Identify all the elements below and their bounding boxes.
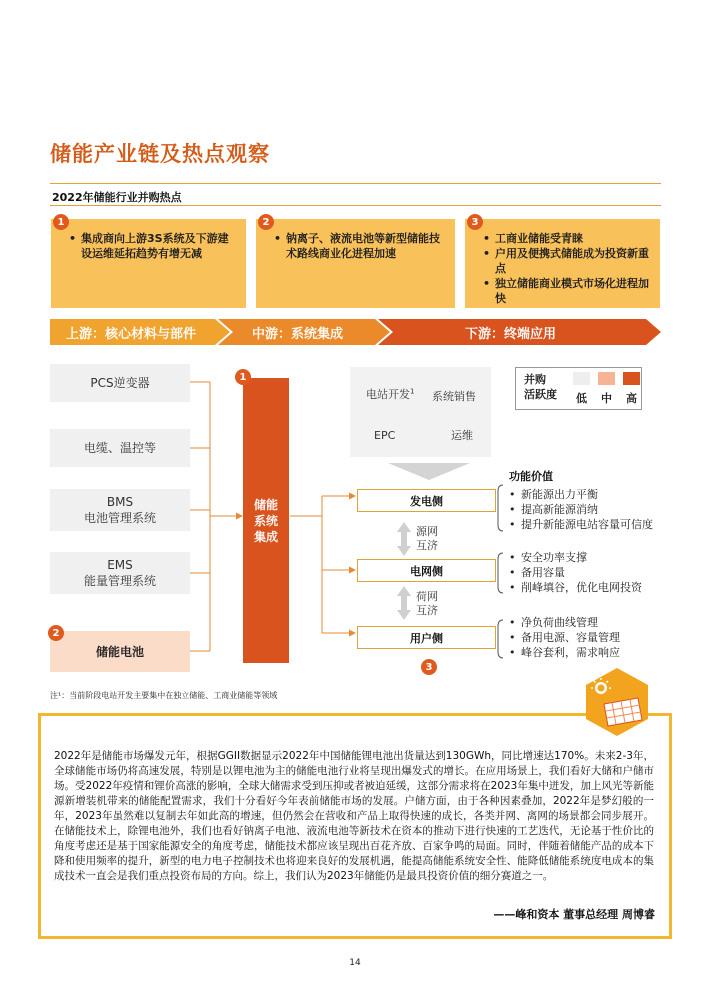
upstream-cable-box xyxy=(50,429,190,467)
service-station-dev xyxy=(366,386,414,402)
service-om: 运维 xyxy=(451,429,473,442)
core-integration-box xyxy=(243,378,289,663)
upstream-bms-label: BMS xyxy=(106,495,134,509)
function-item: • 安全功率支撑 xyxy=(509,550,642,565)
side-user-label: 用户侧 xyxy=(410,631,443,645)
function-item: • 提高新能源消纳 xyxy=(509,502,653,517)
connector-label-1 xyxy=(416,525,438,553)
side-generation-label: 发电侧 xyxy=(410,494,443,508)
function-item: • 提升新能源电站容量可信度 xyxy=(509,517,653,532)
service-station-dev-label: 电站开发 xyxy=(366,388,410,401)
solar-panel-icon xyxy=(582,666,652,738)
downstream-label: 下游：终端应用 xyxy=(465,326,557,342)
side-grid-box xyxy=(357,559,496,582)
upstream-pcs-box xyxy=(50,364,190,402)
legend-low-label: 低 xyxy=(576,392,587,405)
function-item: • 备用电源、容量管理 xyxy=(509,630,620,645)
function-title: 功能价值 xyxy=(509,470,553,483)
function-item: • 峰谷套利，需求响应 xyxy=(509,645,620,660)
function-item: • 备用容量 xyxy=(509,565,642,580)
connector-label-1-line1: 源网 xyxy=(416,525,438,538)
hot-badge-1: 1 xyxy=(53,214,69,230)
upstream-ems-label: EMS xyxy=(107,558,133,572)
legend-mid-label: 中 xyxy=(601,392,612,405)
battery-badge: 2 xyxy=(48,625,64,641)
legend-high-label: 高 xyxy=(626,392,637,405)
user-badge: 3 xyxy=(421,659,437,675)
generation-functions xyxy=(509,487,653,532)
midstream-label: 中游：系统集成 xyxy=(252,326,344,342)
upstream-label: 上游：核心材料与部件 xyxy=(66,326,197,342)
function-item: • 净负荷曲线管理 xyxy=(509,615,620,630)
connector-label-1-line2: 互济 xyxy=(416,539,438,552)
core-badge: 1 xyxy=(235,369,251,385)
legend-title xyxy=(524,372,557,402)
legend-title-line1: 并购 xyxy=(524,373,546,386)
legend-mid-swatch xyxy=(598,372,615,385)
quote-signature: ——峰和资本 董事总经理 周博睿 xyxy=(493,908,655,921)
upstream-battery-label: 储能电池 xyxy=(95,644,144,659)
function-item: • 削峰填谷，优化电网投资 xyxy=(509,580,642,595)
upstream-bms-box xyxy=(50,489,190,531)
upstream-bms-sublabel: 电池管理系统 xyxy=(83,511,156,525)
connector-label-2-line1: 荷网 xyxy=(416,590,438,603)
legend-title-line2: 活跃度 xyxy=(524,388,557,401)
function-item: • 新能源出力平衡 xyxy=(509,487,653,502)
connector-label-2-line2: 互济 xyxy=(416,604,438,617)
hot-card-3-bullet: • 工商业储能受青睐 xyxy=(483,231,650,246)
footnote: 注¹：当前阶段电站开发主要集中在独立储能、工商业储能等领域 xyxy=(50,691,278,700)
section-title: 2022年储能行业并购热点 xyxy=(52,191,182,204)
hot-badge-3: 3 xyxy=(467,214,483,230)
downstream-services-panel xyxy=(350,367,491,457)
service-station-dev-sup: 1 xyxy=(410,387,415,396)
upstream-ems-box xyxy=(50,552,190,594)
core-label-line3: 集成 xyxy=(253,529,278,544)
service-system-sales: 系统销售 xyxy=(432,390,476,403)
legend-low-swatch xyxy=(573,372,590,385)
upstream-cable-label: 电缆、温控等 xyxy=(83,441,156,455)
legend-high-swatch xyxy=(623,372,640,385)
hot-card-2-bullet: • 钠离子、液流电池等新型储能技术路线商业化进程加速 xyxy=(274,231,445,261)
connector-label-2 xyxy=(416,590,438,618)
service-epc: EPC xyxy=(374,429,396,442)
core-label-line1: 储能 xyxy=(253,497,278,512)
side-grid-label: 电网侧 xyxy=(410,564,443,578)
hot-card-3-bullet: • 户用及便携式储能成为投资新重点 xyxy=(483,246,650,276)
upstream-battery-box xyxy=(50,631,190,672)
upstream-ems-sublabel: 能量管理系统 xyxy=(83,574,156,588)
side-user-box xyxy=(357,626,496,649)
quote-body: 2022年是储能市场爆发元年，根据GGII数据显示2022年中国储能锂电池出货量达到130GWh，同比增速达170%。未来2-3年，全球储能市场仍将高速发展，特别是以锂电池为主的储能电池行业将呈现出爆发式的增长。在应用场景上，我们看好大储和户储市场。受2022年疫情和锂价高涨的影响，全球大储需求受到压抑或者被迫延缓，这部分需求将在2023年集中迸发，加上风光等新能源新增装机带来的储能配置需求，我们十分看好今年表前储能市场的发展。户储方面，由于各种因素叠加，2022年是梦幻般的一年，2023年虽然难以复制去年如此高的增速，但仍然会在营收和产品上取得快速的成长，各类并网、离网的场景都会同步展开。在储能技术上，除锂电池外，我们也看好钠离子电池、液流电池等新技术在资本的推动下进行快速的工艺迭代，无论基于性价比的角度考虑还是基于国家能源安全的角度考虑，储能技术都应该呈现出百花齐放、百家争鸣的局面。同时，伴随着储能产品的成本下降和使用频率的提升，新型的电力电子控制技术也将迎来良好的发展机遇，能提高储能系统安全性、能降低储能系统度电成本的集成技术一直会是我们重点投资布局的方向。综上，我们认为2023年储能仍是最具投资价值的细分赛道之一。 xyxy=(54,750,654,882)
hot-card-3-bullet: • 独立储能商业模式市场化进程加快 xyxy=(483,276,650,306)
hot-badge-2: 2 xyxy=(258,214,274,230)
core-label-line2: 系统 xyxy=(253,513,278,528)
side-generation-box xyxy=(357,489,496,512)
upstream-pcs-label: PCS逆变器 xyxy=(90,376,150,390)
quote-box xyxy=(38,713,672,939)
hot-card-1-bullet: • 集成商向上游3S系统及下游建设运维延拓趋势有增无减 xyxy=(69,231,236,261)
page-title: 储能产业链及热点观察 xyxy=(50,142,270,166)
grid-functions xyxy=(509,550,642,595)
user-functions xyxy=(509,615,620,660)
page-number: 14 xyxy=(349,958,361,968)
